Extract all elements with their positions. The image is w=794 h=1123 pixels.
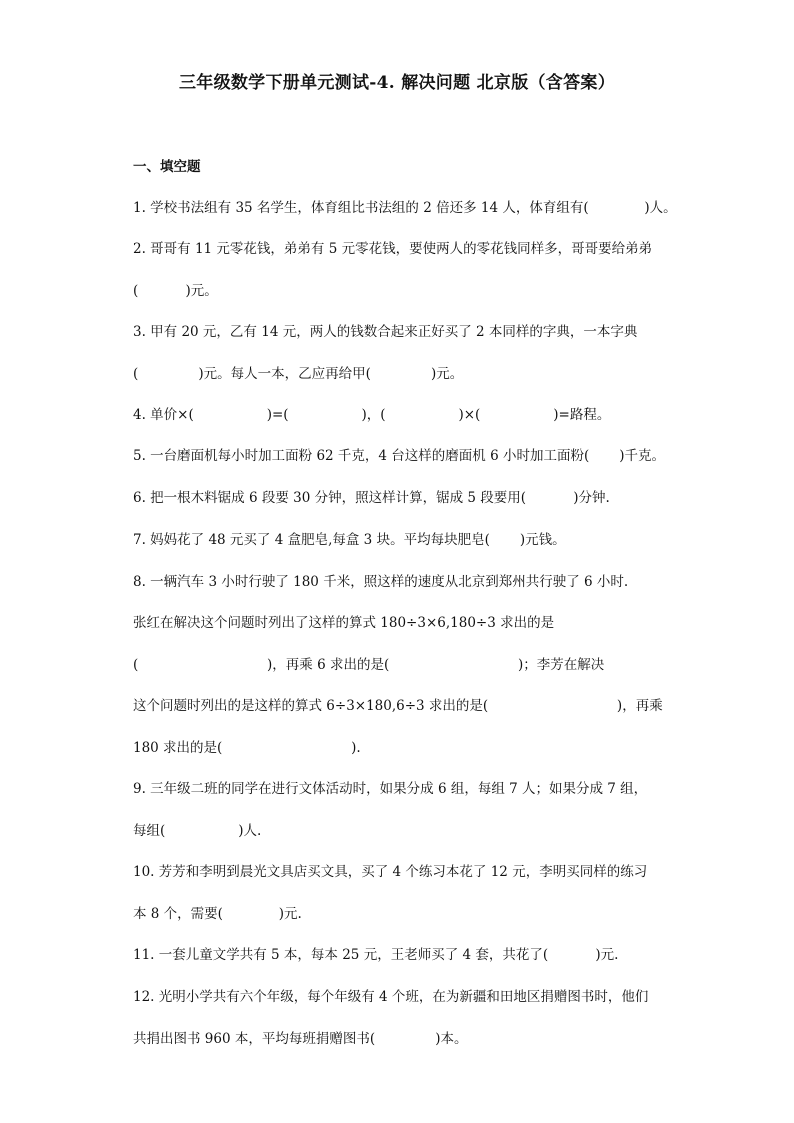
question-8-line-2: 张红在解决这个问题时列出了这样的算式 180÷3×6,180÷3 求出的是: [133, 615, 555, 631]
question-8-line-4: 这个问题时列出的是这样的算式 6÷3×180,6÷3 求出的是( )，再乘: [133, 698, 663, 714]
question-2-line-1: 2. 哥哥有 11 元零花钱，弟弟有 5 元零花钱，要使两人的零花钱同样多，哥哥要给弟弟: [133, 241, 653, 257]
question-5-line-1: 5. 一台磨面机每小时加工面粉 62 千克，4 台这样的磨面机 6 小时加工面粉( )千克。: [133, 448, 666, 464]
question-8-line-1: 8. 一辆汽车 3 小时行驶了 180 千米，照这样的速度从北京到郑州共行驶了 6 小时.: [133, 574, 629, 590]
question-9-line-2: 每组( )人.: [133, 823, 262, 839]
question-9-line-1: 9. 三年级二班的同学在进行文体活动时，如果分成 6 组，每组 7 人；如果分成 7 组，: [133, 781, 648, 797]
question-1-line-1: 1. 学校书法组有 35 名学生，体育组比书法组的 2 倍还多 14 人，体育组有( )人。: [133, 200, 677, 216]
question-6-line-1: 6. 把一根木料锯成 6 段要 30 分钟，照这样计算，锯成 5 段要用( )分钟.: [133, 490, 610, 506]
section-heading: 一、填空题: [133, 159, 201, 175]
question-7-line-1: 7. 妈妈花了 48 元买了 4 盒肥皂,每盒 3 块。平均每块肥皂( )元钱。: [133, 532, 566, 548]
question-10-line-2: 本 8 个，需要( )元.: [133, 906, 302, 922]
question-3-line-1: 3. 甲有 20 元，乙有 14 元，两人的钱数合起来正好买了 2 本同样的字典，一本字典: [133, 324, 638, 340]
question-8-line-3: ( )，再乘 6 求出的是( )；李芳在解决: [133, 657, 605, 673]
question-3-line-2: ( )元。每人一本，乙应再给甲( )元。: [133, 366, 464, 382]
question-2-line-2: ( )元。: [133, 283, 218, 299]
question-8-line-5: 180 求出的是( ).: [133, 740, 361, 756]
question-12-line-1: 12. 光明小学共有六个年级，每个年级有 4 个班，在为新疆和田地区捐赠图书时，他们: [133, 989, 649, 1005]
question-4-line-1: 4. 单价×( )=( )，( )×( )=路程。: [133, 407, 611, 423]
question-11-line-1: 11. 一套儿童文学共有 5 本，每本 25 元，王老师买了 4 套，共花了( )元.: [133, 947, 619, 963]
page-title: 三年级数学下册单元测试-4. 解决问题 北京版（含答案）: [178, 73, 616, 93]
question-12-line-2: 共捐出图书 960 本，平均每班捐赠图书( )本。: [133, 1031, 468, 1047]
question-10-line-1: 10. 芳芳和李明到晨光文具店买文具，买了 4 个练习本花了 12 元，李明买同样的练习: [133, 864, 648, 880]
